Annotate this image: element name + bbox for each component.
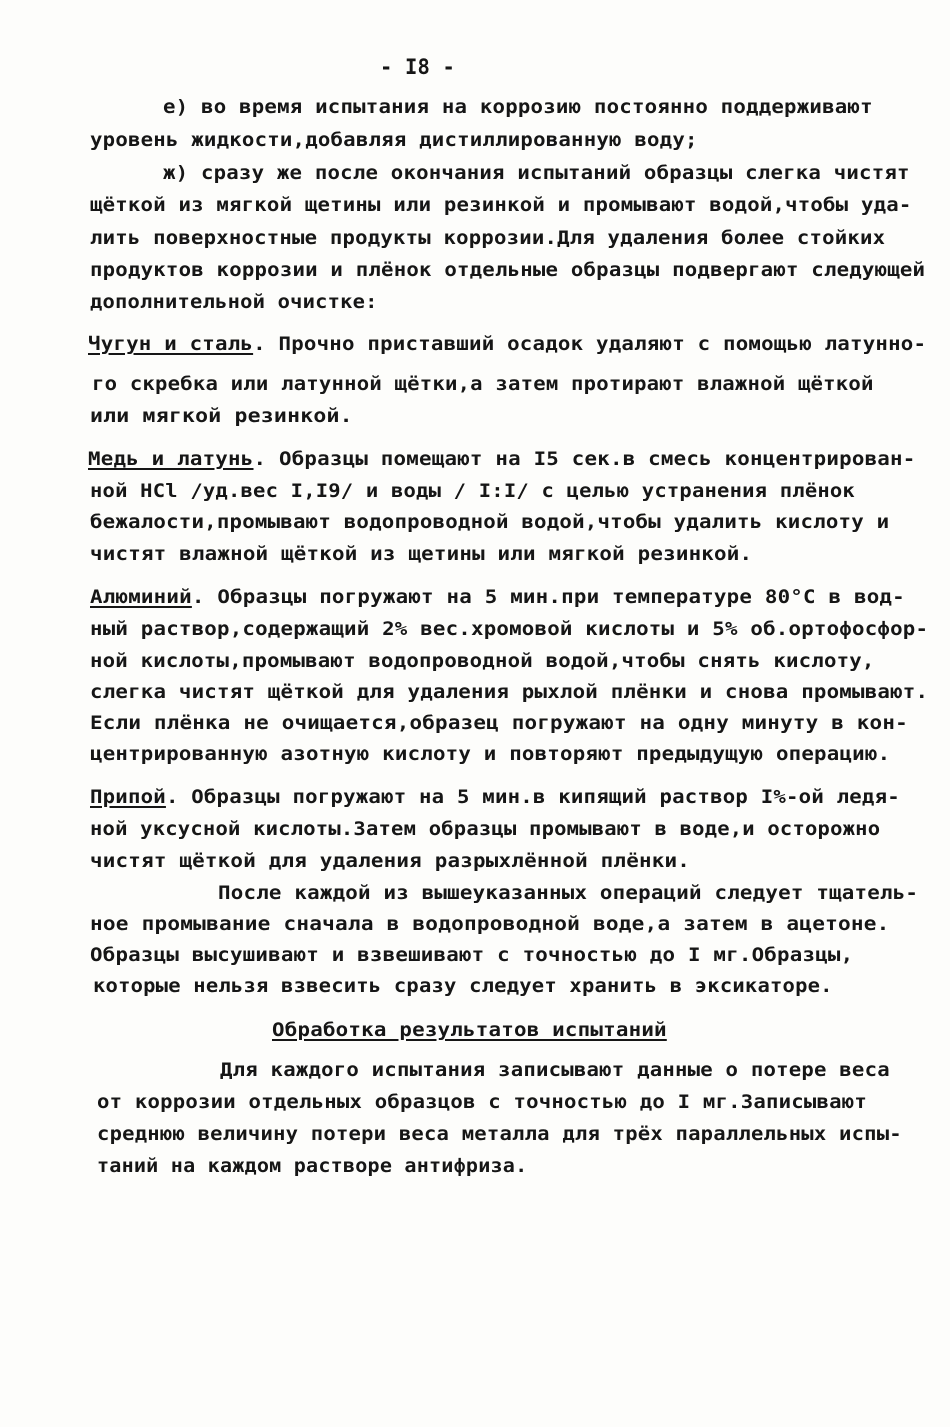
section-aluminium-line-3: ной кислоты,промывают водопроводной водой,чтобы снять кислоту,	[90, 650, 875, 672]
item-zh-line-4: продуктов коррозии и плёнок отдельные образцы подвергают следующей	[90, 259, 926, 281]
section-copper-heading: Медь и латунь	[88, 448, 254, 470]
item-zh-line-2: щёткой из мягкой щетины или резинкой и промывают водой,чтобы уда-	[90, 194, 912, 216]
section-aluminium-line-6: центрированную азотную кислоту и повторяют предыдущую операцию.	[90, 743, 891, 765]
section-steel-line-3: или мягкой резинкой.	[90, 405, 353, 427]
section-aluminium-line-5: Если плёнка не очищается,образец погружают на одну минуту в кон-	[90, 712, 908, 734]
after-line-3: Образцы высушивают и взвешивают с точностью до I мг.Образцы,	[90, 944, 854, 966]
section-aluminium-heading: Алюминий	[90, 586, 192, 608]
section-solder-text-1: . Образцы погружают на 5 мин.в кипящий раствор I%-ой ледя-	[165, 786, 900, 808]
item-zh-line-5: дополнительной очистке:	[90, 291, 378, 313]
section-copper-line-4: чистят влажной щёткой из щетины или мягкой резинкой.	[90, 543, 753, 565]
section-steel-line-1	[88, 332, 926, 356]
section-steel-line-2: го скребка или латунной щётки,а затем протирают влажной щёткой	[92, 373, 874, 395]
results-line-1: Для каждого испытания записывают данные о потере веса	[220, 1059, 890, 1081]
section-copper-line-3: бежалости,промывают водопроводной водой,чтобы удалить кислоту и	[90, 511, 890, 533]
page-number: - I8 -	[380, 55, 456, 79]
results-line-4: таний на каждом растворе антифриза.	[97, 1155, 528, 1177]
section-copper-text-1: . Образцы помещают на I5 сек.в смесь концентрирован-	[253, 448, 916, 470]
section-solder-line-1	[90, 785, 900, 809]
item-zh-line-1: ж) сразу же после окончания испытаний образцы слегка чистят	[163, 162, 910, 184]
section-copper-line-2: ной HCl /уд.вес I,I9/ и воды / I:I/ с целью устранения плёнок	[90, 480, 855, 502]
item-zh-line-3: лить поверхностные продукты коррозии.Для удаления более стойких	[90, 227, 886, 249]
section-copper-line-1	[88, 447, 916, 471]
section-aluminium-line-2: ный раствор,содержащий 2% вес.хромовой кислоты и 5% об.ортофосфор-	[90, 618, 929, 640]
section-solder-line-2: ной уксусной кислоты.Затем образцы промывают в воде,и осторожно	[90, 818, 881, 840]
section-solder-line-3: чистят щёткой для удаления разрыхлённой плёнки.	[90, 850, 691, 872]
section-steel-text-1: . Прочно приставший осадок удаляют с помощью латунно-	[253, 333, 927, 355]
results-heading: Обработка результатов испытаний	[272, 1019, 667, 1041]
results-line-3: среднюю величину потери веса металла для трёх параллельных испы-	[97, 1123, 902, 1145]
after-line-4: которые нельзя взвесить сразу следует хранить в эксикаторе.	[93, 975, 833, 997]
section-aluminium-line-1	[90, 585, 905, 609]
results-line-2: от коррозии отдельных образцов с точностью до I мг.Записывают	[97, 1091, 867, 1113]
section-aluminium-line-4: слегка чистят щёткой для удаления рыхлой плёнки и снова промывают.	[90, 681, 929, 703]
item-e-line-1: е) во время испытания на коррозию постоянно поддерживают	[163, 96, 873, 118]
after-line-2: ное промывание сначала в водопроводной воде,а затем в ацетоне.	[90, 913, 890, 935]
section-aluminium-text-1: . Образцы погружают на 5 мин.при температуре 80°С в вод-	[191, 586, 905, 608]
after-line-1: После каждой из вышеуказанных операций следует тщатель-	[218, 882, 919, 904]
section-solder-heading: Припой	[90, 786, 166, 808]
item-e-line-2: уровень жидкости,добавляя дистиллированную воду;	[90, 129, 698, 151]
section-steel-heading: Чугун и сталь	[88, 333, 254, 355]
